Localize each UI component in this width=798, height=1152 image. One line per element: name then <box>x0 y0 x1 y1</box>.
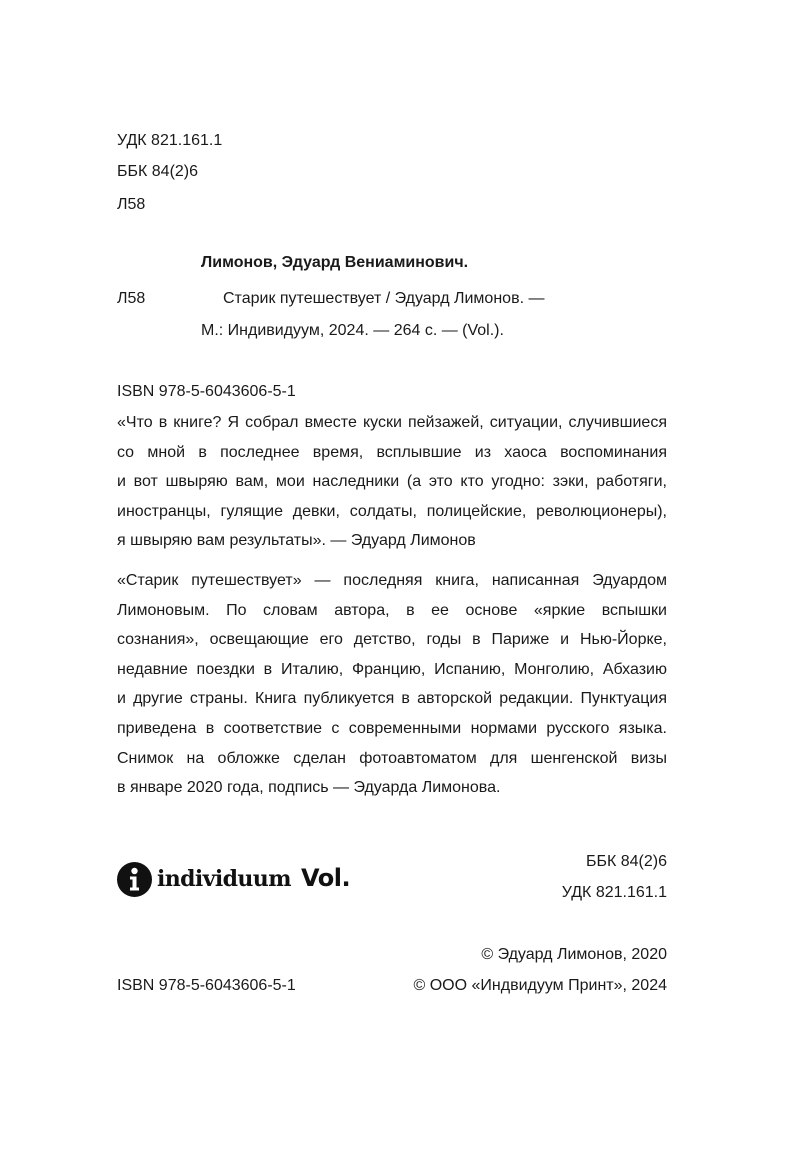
annotation-line: «Старик путешествует» — последняя книга, написанная Эдуардом <box>117 572 667 589</box>
footer-udk: УДК 821.161.1 <box>561 884 667 901</box>
quote-line: я швыряю вам результаты». — Эдуард Лимонов <box>117 532 476 550</box>
catalog-title-line: Старик путешествует / Эдуард Лимонов. — <box>223 290 545 307</box>
annotation-line: Лимоновым. По словам автора, в ее основе «яркие вспышки <box>117 601 667 619</box>
quote-line: со мной в последнее время, всплывшие из хаоса воспоминания <box>117 443 667 461</box>
catalog-publication-line: М.: Индивидуум, 2024. — 264 с. — (Vol.). <box>201 322 504 339</box>
individuum-logo-icon <box>117 862 152 897</box>
header-author-code: Л58 <box>117 196 146 213</box>
quote-line: «Что в книге? Я собрал вместе куски пейзажей, ситуации, случившиеся <box>117 414 667 431</box>
annotation-paragraph <box>117 566 667 803</box>
quote-line: иностранцы, гулящие девки, солдаты, полицейские, революционеры), <box>117 502 667 520</box>
annotation-line: в январе 2020 года, подпись — Эдуарда Лимонова. <box>117 779 501 797</box>
quote-paragraph <box>117 408 667 556</box>
header-bbk: ББК 84(2)6 <box>117 163 199 180</box>
individuum-logo-text: individuum <box>157 866 291 892</box>
annotation-line: сознания», освещающие его детство, годы в Париже и Нью-Йорке, <box>117 631 667 649</box>
annotation-line: Снимок на обложке сделан фотоавтоматом для шенгенской визы <box>117 749 667 767</box>
footer-copyright-publisher: © ООО «Индвидуум Принт», 2024 <box>413 977 667 994</box>
footer-isbn: ISBN 978-5-6043606-5-1 <box>117 977 296 994</box>
footer-bbk: ББК 84(2)6 <box>585 853 667 870</box>
catalog-isbn: ISBN 978-5-6043606-5-1 <box>117 383 296 400</box>
vol-logo-text: Vol. <box>301 864 351 892</box>
header-udk: УДК 821.161.1 <box>117 132 223 149</box>
footer-copyright-author: © Эдуард Лимонов, 2020 <box>481 946 667 963</box>
quote-line: и вот швыряю вам, мои наследники (а это кто угодно: зэки, работяги, <box>117 473 667 491</box>
annotation-line: недавние поездки в Италию, Францию, Испанию, Монголию, Абхазию <box>117 660 667 678</box>
annotation-line: и другие страны. Книга публикуется в авторской редакции. Пунктуация <box>117 690 667 708</box>
catalog-author: Лимонов, Эдуард Вениаминович. <box>201 254 469 271</box>
catalog-code: Л58 <box>117 290 146 307</box>
annotation-line: приведена в соответствие с современными нормами русского языка. <box>117 719 667 737</box>
